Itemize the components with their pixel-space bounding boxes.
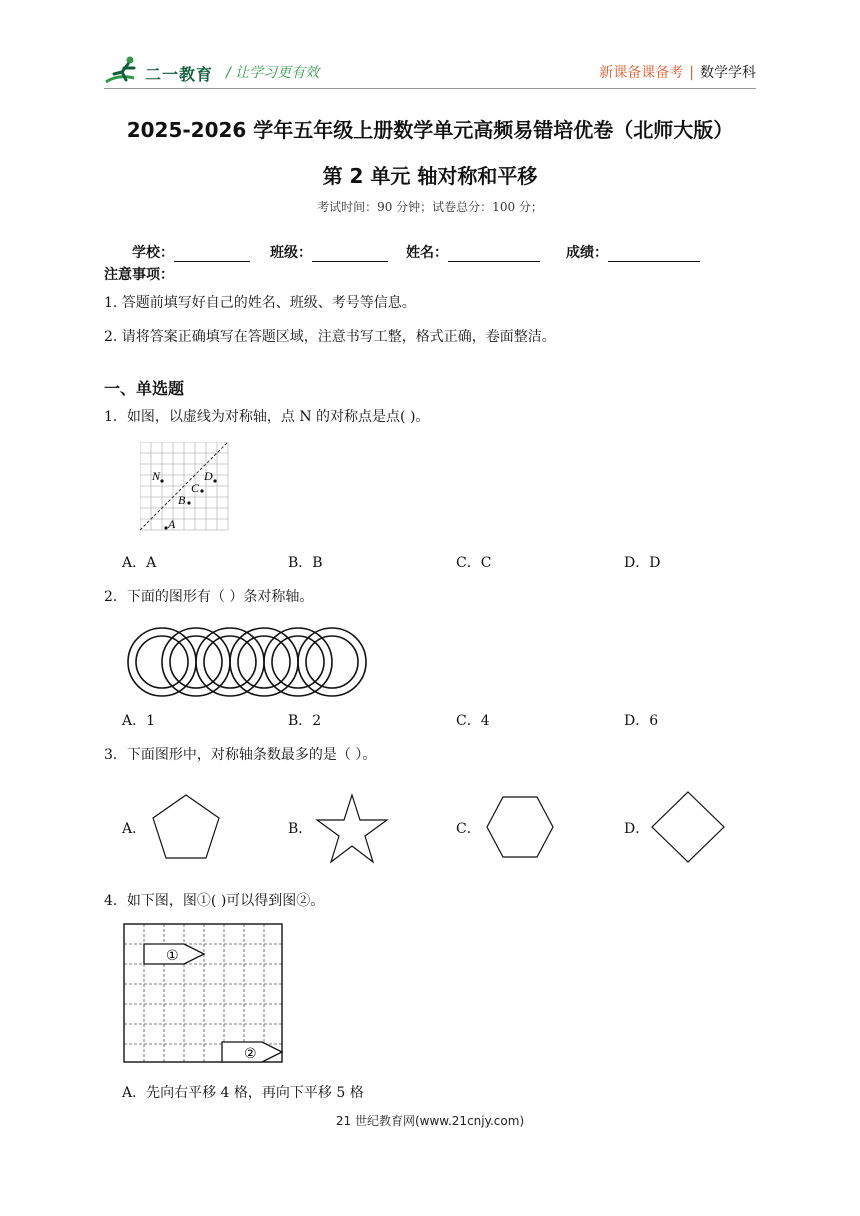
question-2-stem: 2．下面的图形有（ ）条对称轴。: [104, 589, 314, 605]
notice-item: 1. 答题前填写好自己的姓名、班级、考号等信息。: [104, 295, 416, 311]
option-a[interactable]: A．先向右平移 4 格，再向下平移 5 格: [122, 1085, 364, 1101]
slogan: / 让学习更有效: [226, 65, 320, 81]
header-divider: [104, 88, 756, 89]
page-title: 2025-2026 学年五年级上册数学单元高频易错培优卷（北师大版）: [126, 118, 734, 142]
school-blank[interactable]: [174, 247, 250, 262]
option-d[interactable]: D．: [624, 821, 650, 837]
score-label: 成绩：: [566, 245, 608, 261]
question-2-figure: [124, 624, 368, 704]
star-shape: [314, 792, 390, 868]
school-label: 学校：: [132, 245, 174, 261]
question-4-stem: 4．如下图，图①( )可以得到图②。: [104, 893, 325, 909]
header-separator: |: [689, 65, 694, 81]
translation-grid-figure: [122, 922, 284, 1064]
option-b[interactable]: B．B: [288, 555, 323, 571]
option-a[interactable]: A．1: [122, 713, 156, 729]
option-c[interactable]: C．C: [456, 555, 492, 571]
logo-text: 二一教育: [145, 65, 214, 84]
class-label: 班级：: [270, 245, 312, 261]
class-blank[interactable]: [312, 247, 388, 262]
option-a[interactable]: A．: [122, 821, 147, 837]
option-c[interactable]: C．: [456, 821, 481, 837]
header-subject: 数学学科: [700, 65, 756, 81]
notice-heading: 注意事项：: [104, 267, 174, 283]
pentagon-shape: [150, 792, 222, 866]
name-label: 姓名：: [406, 245, 448, 261]
question-4-figure: [122, 922, 284, 1068]
figure-label: ①: [166, 948, 179, 964]
diamond-shape: [650, 790, 726, 868]
score-field: [566, 242, 700, 262]
name-blank[interactable]: [448, 247, 540, 262]
hexagon-shape: [484, 794, 556, 864]
exam-info: 考试时间：90 分钟；试卷总分：100 分；: [317, 200, 543, 214]
linked-rings-figure: [124, 624, 368, 700]
option-c[interactable]: C．4: [456, 713, 490, 729]
point-label: B: [178, 493, 186, 507]
option-d[interactable]: D．6: [624, 713, 659, 729]
score-blank[interactable]: [608, 247, 700, 262]
symmetry-grid-figure: [140, 442, 232, 532]
point-label: N: [152, 469, 161, 483]
section-heading: 一、单选题: [104, 379, 185, 398]
question-1-stem: 1．如图，以虚线为对称轴，点 N 的对称点是点( )。: [104, 409, 430, 425]
header-right: [560, 62, 756, 82]
point-label: C: [191, 481, 200, 495]
option-b[interactable]: B．2: [288, 713, 322, 729]
name-field: [406, 242, 540, 262]
option-b[interactable]: B．: [288, 821, 313, 837]
school-field: [132, 242, 250, 262]
point-label: A: [168, 517, 176, 531]
page-footer: 21 世纪教育网(www.21cnjy.com): [335, 1114, 525, 1128]
question-1-figure: [140, 442, 232, 536]
option-d[interactable]: D．D: [624, 555, 661, 571]
notice-item: 2. 请将答案正确填写在答题区域，注意书写工整，格式正确，卷面整洁。: [104, 329, 556, 345]
point-label: D: [204, 469, 213, 483]
class-field: [270, 242, 388, 262]
runner-logo-icon: [104, 54, 144, 88]
option-a[interactable]: A．A: [122, 555, 157, 571]
logo: [104, 54, 144, 88]
page-subtitle: 第 2 单元 轴对称和平移: [322, 164, 538, 188]
header-tag: 新课备课备考: [599, 65, 684, 81]
figure-label: ②: [244, 1046, 257, 1062]
question-3-stem: 3．下面图形中，对称轴条数最多的是（ ）。: [104, 747, 377, 763]
